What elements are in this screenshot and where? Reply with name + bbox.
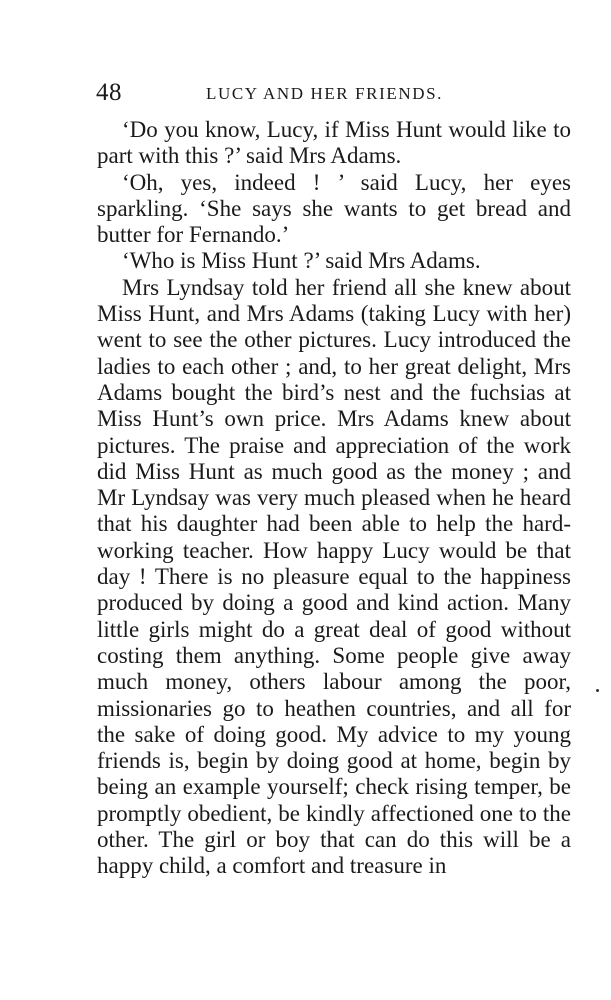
paragraph: ‘Oh, yes, indeed ! ’ said Lucy, her eyes sparkling. ‘She says she wants to get bread and butter for Fernando.’ (97, 169, 571, 248)
running-header (96, 78, 570, 108)
paragraph: ‘Do you know, Lucy, if Miss Hunt would like to part with this ?’ said Mrs Adams. (97, 117, 571, 169)
ink-speck (596, 689, 599, 692)
paragraph: Mrs Lyndsay told her friend all she knew about Miss Hunt, and Mrs Adams (taking Lucy with her) went to see the other pictures. Lucy introduced the ladies to each other ; and, to her great delight, Mrs Adams bought the bird’s nest and the fuchsias at Miss Hunt’s own price. Mrs Adams knew about pictures. The praise and appreciation of the work did Miss Hunt as much good as the money ; and Mr Lyndsay was very much pleased when he heard that his daughter had been able to help the hard-working teacher. How happy Lucy would be that day ! There is no pleasure equal to the happiness produced by doing a good and kind action. Many little girls might do a great deal of good without costing them anything. Some people give away much money, others labour among the poor, missionaries go to heathen countries, and all for the sake of doing good. My advice to my young friends is, begin by doing good at home, begin by being an example yourself; check rising temper, be promptly obedient, be kindly affectioned one to the other. The girl or boy that can do this will be a happy child, a comfort and treasure in (97, 274, 571, 879)
running-title: LUCY AND HER FRIENDS. (206, 84, 443, 103)
body-text (97, 117, 571, 880)
paragraph: ‘Who is Miss Hunt ?’ said Mrs Adams. (122, 248, 481, 274)
page-number: 48 (96, 79, 122, 106)
